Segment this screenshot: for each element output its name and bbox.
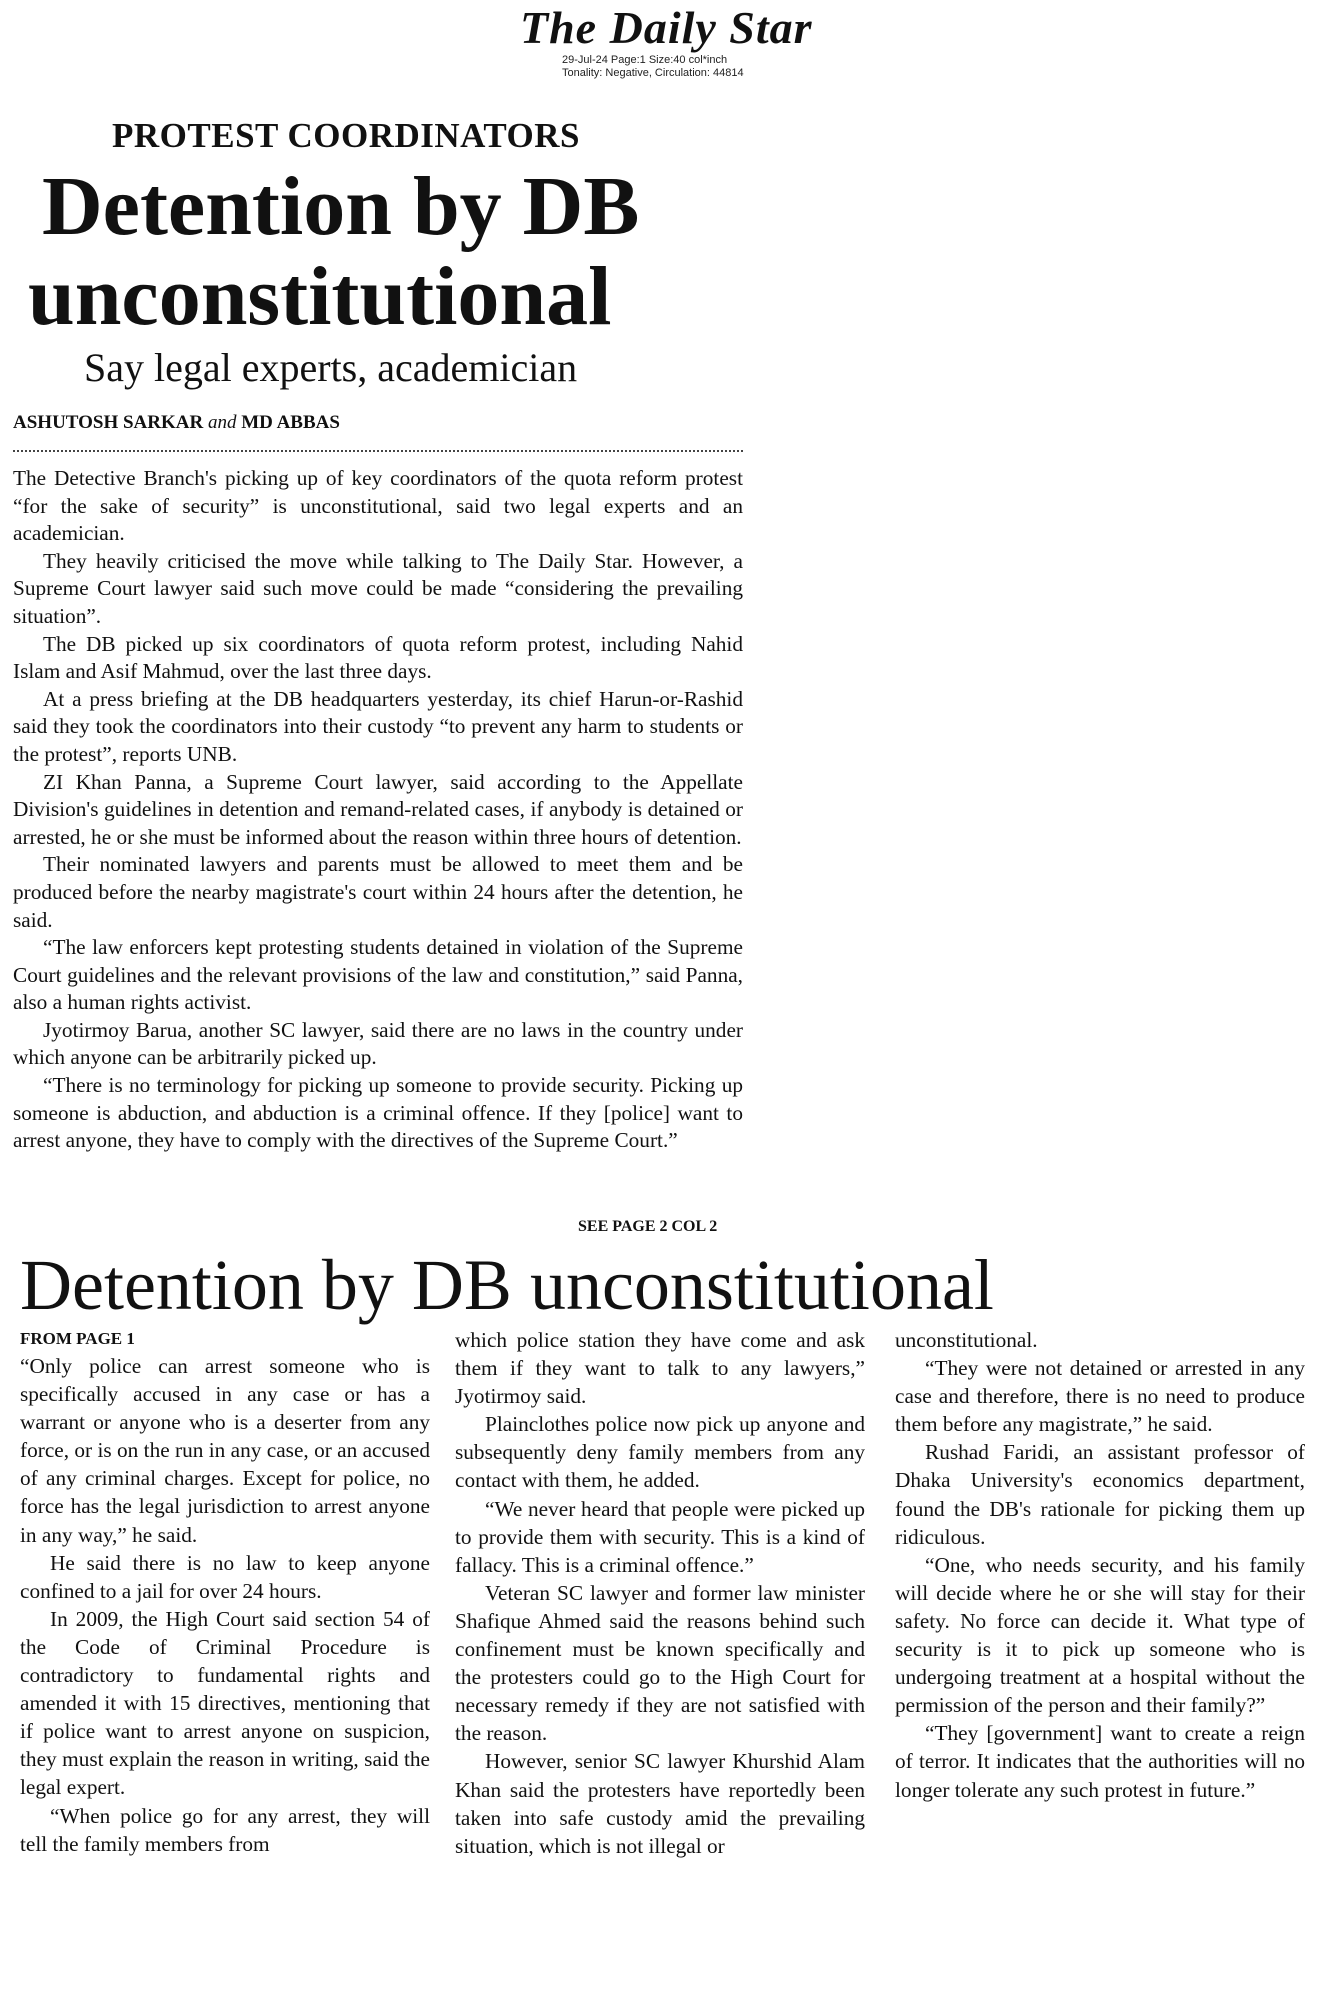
- column-paragraph: “When police go for any arrest, they will tell the family members from: [20, 1803, 430, 1856]
- masthead: [520, 2, 820, 80]
- continuation-column-2: [455, 1326, 865, 1860]
- column-paragraph: In 2009, the High Court said section 54 of the Code of Criminal Procedure is contradictory to fundamental rights and amended it with 15 directives, mentioning that if police want to arrest anyone on suspicion, they must explain the reason in writing, said the legal expert.: [20, 1606, 430, 1800]
- continuation-headline: Detention by DB unconstitutional: [20, 1245, 994, 1325]
- newspaper-logo: The Daily Star: [520, 2, 813, 53]
- byline-and: and: [207, 412, 237, 433]
- article1-paragraph: ZI Khan Panna, a Supreme Court lawyer, said according to the Appellate Division's guidelines in detention and remand-related cases, if anybody is detained or arrested, he or she must be informed about the reason within three hours of detention.: [13, 769, 743, 849]
- article1-paragraph: The Detective Branch's picking up of key coordinators of the quota reform protest “for the sake of security” is unconstitutional, said two legal experts and an academician.: [13, 466, 743, 546]
- article1-paragraph: “The law enforcers kept protesting students detained in violation of the Supreme Court guidelines and the relevant provisions of the law and constitution,” said Panna, also a human rights activist.: [13, 935, 743, 1015]
- column-paragraph: unconstitutional.: [895, 1328, 1038, 1352]
- byline: [13, 412, 340, 434]
- byline-author2: MD ABBAS: [241, 412, 340, 433]
- from-page-label: FROM PAGE 1: [20, 1329, 135, 1348]
- byline-author1: ASHUTOSH SARKAR: [13, 412, 204, 433]
- headline-line2: unconstitutional: [28, 250, 612, 343]
- article1-paragraph: They heavily criticised the move while talking to The Daily Star. However, a Supreme Court lawyer said such move could be made “considering the prevailing situation”.: [13, 548, 743, 628]
- column-paragraph: He said there is no law to keep anyone confined to a jail for over 24 hours.: [20, 1550, 430, 1603]
- jump-line: SEE PAGE 2 COL 2: [578, 1218, 718, 1232]
- column-paragraph: Plainclothes police now pick up anyone and subsequently deny family members from any contact with them, he added.: [455, 1412, 865, 1493]
- column-paragraph: which police station they have come and ask them if they want to talk to any lawyers,” Jyotirmoy said.: [455, 1328, 865, 1409]
- column-paragraph: Rushad Faridi, an assistant professor of Dhaka University's economics department, found the DB's rationale for picking them up ridiculous.: [895, 1440, 1305, 1549]
- article1-body: [13, 465, 743, 1155]
- column-paragraph: “We never heard that people were picked up to provide them with security. This is a kind of fallacy. This is a criminal offence.”: [455, 1496, 865, 1577]
- dotted-divider: [13, 450, 743, 452]
- main-headline: [28, 162, 748, 342]
- column-paragraph: “Only police can arrest someone who is specifically accused in any case or has a warrant or anyone who is a deserter from any force, or is on the run in any case, or an accused of any criminal charges. Except for police, no force has the legal jurisdiction to arrest anyone in any way,” he said.: [20, 1354, 430, 1547]
- clipping-meta-line1: 29-Jul-24 Page:1 Size:40 col*inch: [562, 54, 728, 66]
- headline-line1: Detention by DB: [42, 160, 640, 253]
- column-paragraph: Veteran SC lawyer and former law minister Shafique Ahmed said the reasons behind such confinement must be known specifically and the protesters could go to the High Court for necessary remedy if they are not satisfied with the reason.: [455, 1580, 865, 1746]
- column-paragraph: “One, who needs security, and his family will decide where he or she will stay for their safety. No force can decide it. What type of security is it to pick up someone who is undergoing treatment at a hospital without the permission of the person and their family?”: [895, 1552, 1305, 1718]
- kicker: PROTEST COORDINATORS: [112, 116, 581, 155]
- article1-paragraph: The DB picked up six coordinators of quota reform protest, including Nahid Islam and Asif Mahmud, over the last three days.: [13, 631, 743, 684]
- clipping-meta-line2: Tonality: Negative, Circulation: 44814: [562, 67, 744, 79]
- column-paragraph: However, senior SC lawyer Khurshid Alam Khan said the protesters have reportedly been taken into safe custody amid the prevailing situation, which is not illegal or: [455, 1749, 865, 1858]
- article1-paragraph: Their nominated lawyers and parents must be allowed to meet them and be produced before the nearby magistrate's court within 24 hours after the detention, he said.: [13, 852, 743, 932]
- article1-paragraph: “There is no terminology for picking up someone to provide security. Picking up someone is abduction, and abduction is a criminal offence. If they [police] want to arrest anyone, they have to comply with the directives of the Supreme Court.”: [13, 1073, 743, 1153]
- continuation-column-3: [895, 1326, 1305, 1804]
- continuation-column-1: [20, 1352, 430, 1858]
- column-paragraph: “They [government] want to create a reign of terror. It indicates that the authorities will no longer tolerate any such protest in future.”: [895, 1721, 1305, 1802]
- column-paragraph: “They were not detained or arrested in any case and therefore, there is no need to produce them before any magistrate,” he said.: [895, 1356, 1305, 1437]
- article1-paragraph: At a press briefing at the DB headquarters yesterday, its chief Harun-or-Rashid said they took the coordinators into their custody “to prevent any harm to students or the protest”, reports UNB.: [13, 686, 743, 766]
- article1-paragraph: Jyotirmoy Barua, another SC lawyer, said there are no laws in the country under which anyone can be arbitrarily picked up.: [13, 1017, 743, 1070]
- subheadline: Say legal experts, academician: [84, 345, 578, 390]
